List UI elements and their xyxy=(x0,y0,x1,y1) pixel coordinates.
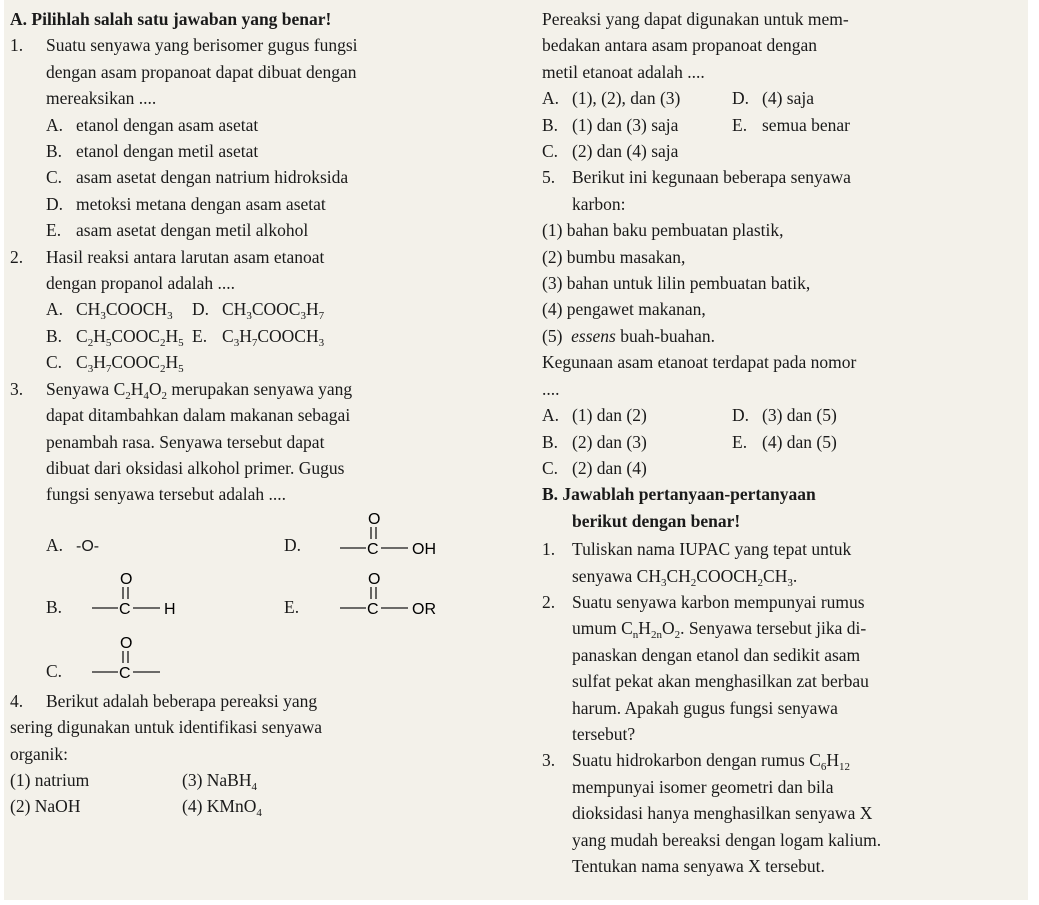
q5-item: (2) bumbu masakan, xyxy=(542,246,686,267)
q2-options-row-2 xyxy=(10,323,522,349)
q3-text-line: dapat ditambahkan dalam makanan sebagai xyxy=(46,405,351,426)
q2-option-c[interactable]: C. $C_3H_7COOC_2H_5$ xyxy=(46,352,184,372)
carbonyl-oxygen: O xyxy=(120,570,133,588)
b-q1-text-line: Tuliskan nama IUPAC yang tepat untuk xyxy=(572,539,852,560)
option-text: (2) dan (3) xyxy=(572,431,647,452)
ether-group-text: -O- xyxy=(76,537,100,555)
carbon-atom: C xyxy=(367,600,379,618)
q4-text-line: metil etanoat adalah .... xyxy=(542,61,705,82)
q4-option-a[interactable] xyxy=(542,88,680,108)
option-letter: C. xyxy=(46,167,63,188)
b-q2-text-line: harum. Apakah gugus fungsi senyawa xyxy=(572,697,838,718)
reagent-subscript: 4 xyxy=(256,807,262,820)
carbonyl-oxygen: O xyxy=(368,570,381,588)
q2-options-row-3 xyxy=(10,349,522,375)
q3-text-line: dibuat dari oksidasi alkohol primer. Gugus xyxy=(46,457,345,478)
q1-option-a[interactable] xyxy=(10,112,522,138)
b-q2-text-line-2: umum $C_nH_{2n}O_2$. Senyawa tersebut jika di- xyxy=(572,618,867,642)
q2-text-line: Hasil reaksi antara larutan asam etanoat xyxy=(46,246,325,267)
q4-option-b[interactable] xyxy=(542,115,678,135)
q5-text-line: karbon: xyxy=(572,193,626,214)
question-5 xyxy=(542,164,1022,481)
option-letter: B. xyxy=(542,114,559,135)
option-letter: C. xyxy=(542,141,559,162)
item-number: (5) xyxy=(542,325,563,346)
q3-option-e-structure[interactable] xyxy=(320,568,480,620)
option-text: (2) dan (4) saja xyxy=(572,141,679,162)
option-letter: C. xyxy=(46,352,63,373)
q1-text-line: mereaksikan .... xyxy=(46,88,157,109)
item-italic-text: essens xyxy=(571,325,616,346)
q4-options-row xyxy=(542,85,1022,111)
q4-options-row xyxy=(542,138,1022,164)
q5-text-line: Berikut ini kegunaan beberapa senyawa xyxy=(572,167,851,188)
q5-question-line: Kegunaan asam etanoat terdapat pada nomor xyxy=(542,352,857,373)
b-q3-text-line: yang mudah bereaksi dengan logam kalium. xyxy=(572,829,882,850)
q5-options-row xyxy=(542,455,1022,481)
option-letter: B. xyxy=(46,141,63,162)
option-text: (4) saja xyxy=(762,88,814,109)
q4-text-line: organik: xyxy=(10,743,69,764)
q4-reagent-3 xyxy=(182,767,257,793)
q3-option-c-label: C. xyxy=(46,660,63,681)
question-4 xyxy=(10,688,522,820)
q3-option-e-label: E. xyxy=(284,596,300,617)
b-q2-text-line: tersebut? xyxy=(572,723,636,744)
q2-number: 2. xyxy=(10,246,24,267)
option-letter: D. xyxy=(732,405,750,426)
option-letter: D. xyxy=(46,193,64,214)
q4-reagent-4 xyxy=(182,793,262,819)
section-b-heading: B. Jawablah pertanyaan-pertanyaan xyxy=(542,484,816,505)
section-b-heading: berikut dengan benar! xyxy=(572,510,741,531)
option-letter: A. xyxy=(46,299,64,320)
q2-text-line: dengan propanol adalah .... xyxy=(46,273,236,294)
b-q3-text-pre: Suatu hidrokarbon dengan rumus xyxy=(572,750,805,771)
option-text: asam asetat dengan metil alkohol xyxy=(76,220,309,241)
q5-item: (1) bahan baku pembuatan plastik, xyxy=(542,220,784,241)
q5-question-line: .... xyxy=(542,378,560,399)
q4-option-d[interactable] xyxy=(732,85,814,111)
option-text: (1), (2), dan (3) xyxy=(572,88,681,109)
q1-option-e[interactable] xyxy=(10,217,522,243)
b-q3-text-line: mempunyai isomer geometri dan bila xyxy=(572,776,834,797)
q4-option-e[interactable] xyxy=(732,112,850,138)
q3-options-row-3 xyxy=(10,622,522,688)
q2-option-d[interactable]: D. $CH_3COOC_3H_7$ xyxy=(192,296,324,322)
q3-option-b-label: B. xyxy=(46,596,63,617)
q1-text-line: dengan asam propanoat dapat dibuat dengan xyxy=(46,61,357,82)
b-q2-text-post: . Senyawa tersebut jika di- xyxy=(680,618,867,639)
option-letter: E. xyxy=(732,431,748,452)
q4-reagents-row-1 xyxy=(10,767,522,793)
q5-option-a[interactable] xyxy=(542,405,647,425)
b-q3-text-line: dioksidasi hanya menghasilkan senyawa X xyxy=(572,803,873,824)
question-2 xyxy=(10,244,522,376)
b-q3-number: 3. xyxy=(542,750,556,771)
q5-options-row xyxy=(542,429,1022,455)
q3-option-d-structure[interactable] xyxy=(320,508,480,560)
q3-option-c-structure[interactable] xyxy=(72,632,232,684)
b-q2-text-line: Suatu senyawa karbon mempunyai rumus xyxy=(572,591,865,612)
option-letter: C. xyxy=(542,457,559,478)
option-letter: D. xyxy=(732,88,750,109)
option-letter: D. xyxy=(192,299,210,320)
option-letter: B. xyxy=(542,431,559,452)
reagent-text: (3) NaBH xyxy=(182,769,252,790)
option-text: etanol dengan metil asetat xyxy=(76,141,259,162)
q3-formula: $C_2H_4O_2$ xyxy=(113,378,168,402)
q3-options-row-2 xyxy=(10,560,522,622)
q5-item: (4) pengawet makanan, xyxy=(542,299,706,320)
q4-reagent-1: (1) natrium xyxy=(10,769,90,790)
q4-option-c[interactable] xyxy=(542,141,678,161)
b-q1-number: 1. xyxy=(542,539,556,560)
b-q2-text-pre: umum xyxy=(572,618,617,639)
option-text: etanol dengan asam asetat xyxy=(76,114,259,135)
question-3 xyxy=(10,376,522,688)
q5-options-row xyxy=(542,402,1022,428)
b-q1-text-line-2: senyawa $CH_3CH_2COOCH_2CH_3$. xyxy=(572,565,798,589)
q4-options-row xyxy=(542,112,1022,138)
question-1 xyxy=(10,32,522,243)
option-letter: A. xyxy=(46,114,64,135)
q3-option-b-structure[interactable] xyxy=(72,568,232,620)
option-text: semua benar xyxy=(762,114,850,135)
q2-option-e[interactable]: E. $C_3H_7COOCH_3$ xyxy=(192,323,324,349)
option-letter: A. xyxy=(542,88,560,109)
q5-option-b[interactable] xyxy=(542,432,647,452)
q3-option-a[interactable] xyxy=(46,532,99,560)
left-column xyxy=(10,6,522,820)
carbonyl-oxygen: O xyxy=(120,634,133,652)
q2-options-row-1 xyxy=(10,296,522,322)
q2-option-b[interactable]: B. $C_2H_5COOC_2H_5$ xyxy=(46,326,184,346)
hydroxyl-group: OH xyxy=(412,540,436,558)
carbon-atom: C xyxy=(367,540,379,558)
q3-text-line: fungsi senyawa tersebut adalah .... xyxy=(46,484,287,505)
q3-text-post: merupakan senyawa yang xyxy=(171,378,353,399)
q5-option-e[interactable] xyxy=(732,429,837,455)
option-letter: A. xyxy=(46,534,64,555)
option-text: (1) dan (3) saja xyxy=(572,114,679,135)
b-q3-text-line: Tentukan nama senyawa X tersebut. xyxy=(572,856,825,876)
q4-text-line: sering digunakan untuk identifikasi senyawa xyxy=(10,717,323,738)
q5-item: (3) bahan untuk lilin pembuatan batik, xyxy=(542,273,811,294)
q3-number: 3. xyxy=(10,378,24,399)
option-text: (1) dan (2) xyxy=(572,405,647,426)
alkoxy-group: OR xyxy=(412,600,436,618)
q2-option-a[interactable]: A. $CH_3COOCH_3$ xyxy=(46,299,173,319)
question-4-continued xyxy=(542,6,1022,164)
option-letter: B. xyxy=(46,325,63,346)
q1-option-d[interactable] xyxy=(10,191,522,217)
item-text: buah-buahan. xyxy=(620,325,716,346)
q1-option-c[interactable] xyxy=(10,164,522,190)
q3-text-line: penambah rasa. Senyawa tersebut dapat xyxy=(46,431,325,452)
option-text: metoksi metana dengan asam asetat xyxy=(76,193,326,214)
option-text: (3) dan (5) xyxy=(762,405,837,426)
q3-option-d-label: D. xyxy=(284,534,302,555)
option-letter: E. xyxy=(732,114,748,135)
q5-option-d[interactable] xyxy=(732,402,837,428)
q4-reagent-2: (2) NaOH xyxy=(10,796,81,817)
q1-number: 1. xyxy=(10,35,24,56)
q4-text-line: Pereaksi yang dapat digunakan untuk mem- xyxy=(542,9,849,29)
q4-text-line: Berikut adalah beberapa pereaksi yang xyxy=(46,690,318,711)
q3-text-pre: Senyawa xyxy=(46,378,110,399)
q4-reagents-row-2 xyxy=(10,793,522,819)
option-letter: E. xyxy=(192,325,208,346)
option-text: asam asetat dengan natrium hidroksida xyxy=(76,167,349,188)
hydrogen-atom: H xyxy=(164,600,176,618)
right-column xyxy=(542,6,1022,879)
q1-option-b[interactable] xyxy=(10,138,522,164)
carbon-atom: C xyxy=(119,600,131,618)
q4-text-line: bedakan antara asam propanoat dengan xyxy=(542,35,818,56)
q1-text-line: Suatu senyawa yang berisomer gugus fungsi xyxy=(46,35,358,56)
q5-number: 5. xyxy=(542,167,556,188)
q4-number: 4. xyxy=(10,690,24,711)
option-letter: E. xyxy=(46,220,62,241)
b-q2-text-line: sulfat pekat akan menghasilkan zat berbau xyxy=(572,671,869,692)
section-a-heading: A. Pilihlah salah satu jawaban yang benar! xyxy=(10,9,332,29)
b-q1-text-pre: senyawa xyxy=(572,565,633,586)
option-letter: A. xyxy=(542,405,560,426)
q5-item xyxy=(542,323,1022,349)
worksheet-page xyxy=(4,0,1028,900)
reagent-subscript: 4 xyxy=(251,780,257,793)
q5-option-c[interactable] xyxy=(542,458,647,478)
reagent-text: (4) KMnO xyxy=(182,796,257,817)
b-q2-text-line: panaskan dengan etanol dan sedikit asam xyxy=(572,644,861,665)
carbonyl-oxygen: O xyxy=(368,510,381,528)
option-text: (4) dan (5) xyxy=(762,431,837,452)
b-q2-number: 2. xyxy=(542,591,556,612)
q3-options-row-1 xyxy=(10,508,522,560)
option-text: (2) dan (4) xyxy=(572,457,647,478)
section-b: B. Jawablah pertanyaan-pertanyaan berikut dengan benar! 1. Tuliskan nama IUPAC yang tepat untuk senyawa $CH_3CH_2COOCH_2CH_3$. 2. Suatu senyawa karbon mempunyai rumus umum $C_nH_{2n}O_2$. Senyawa tersebut jika di- panaskan dengan etanol dan sedikit asam sulfat pekat akan menghasilkan zat berbau harum. Apakah gugus fungsi senyawa tersebut? 3. Suatu hidrokarbon dengan rumus $C_6H_{12}$ mempunyai isomer geometri dan bila dioksidasi hanya menghasilkan senyawa X yang mudah bereaksi dengan logam kalium. Tentukan nama senyawa X tersebut. xyxy=(542,481,1022,879)
carbon-atom: C xyxy=(119,664,131,682)
